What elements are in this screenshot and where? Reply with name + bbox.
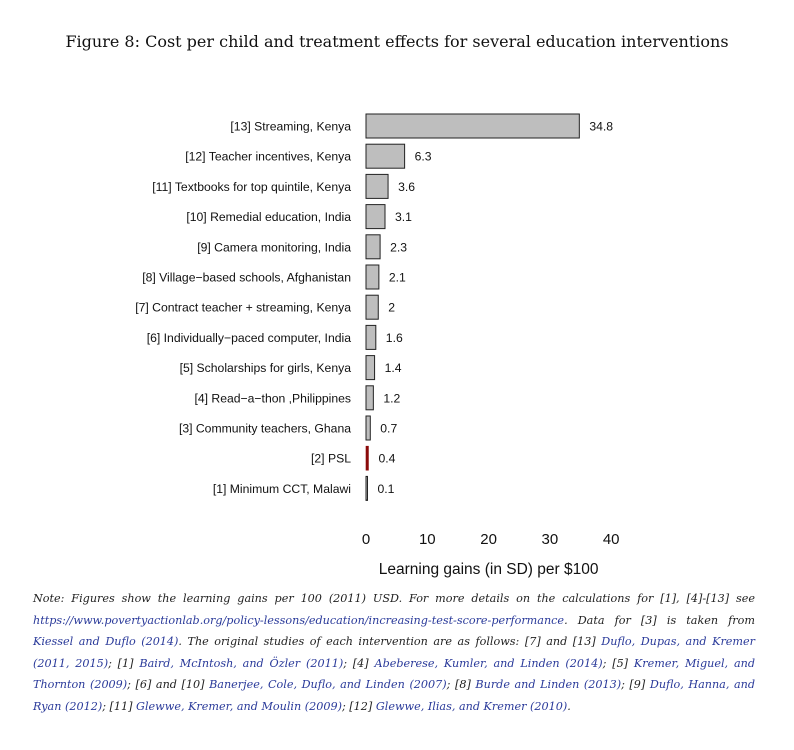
note-text: ; [5] xyxy=(602,656,634,670)
bar-value-label: 1.4 xyxy=(384,361,402,376)
citation-link[interactable]: Abeberese, Kumler, and Linden (2014) xyxy=(374,656,603,670)
bar xyxy=(366,144,405,168)
figure-title: Figure 8: Cost per child and treatment effects for several education interventions xyxy=(65,32,729,51)
bar-value-label: 2.1 xyxy=(388,270,406,285)
bar xyxy=(366,265,379,289)
category-label: [6] Individually−paced computer, India xyxy=(146,330,351,345)
note-text: . The original studies of each intervention are as follows: [7] and [13] xyxy=(178,635,602,649)
citation-link[interactable]: Glewwe, Kremer, and Moulin (2009) xyxy=(136,699,342,713)
category-label: [3] Community teachers, Ghana xyxy=(178,421,351,436)
category-label: [7] Contract teacher + streaming, Kenya xyxy=(135,300,351,315)
note-text: ; [4] xyxy=(343,656,375,670)
x-tick-label: 10 xyxy=(418,531,436,548)
note-text: Note: Figures show the learning gains per 100 (2011) USD. For more details on the calculations for [1], [4]-[13] see xyxy=(33,592,755,605)
category-label: [4] Read−a−thon ,Philippines xyxy=(194,391,351,406)
citation-link[interactable]: Glewwe, Ilias, and Kremer (2010) xyxy=(375,699,568,713)
note-text: ; [9] xyxy=(621,678,650,692)
category-label: [12] Teacher incentives, Kenya xyxy=(185,149,351,164)
bar xyxy=(366,446,368,470)
citation-link[interactable]: Banerjee, Cole, Duflo, and Linden (2007) xyxy=(209,678,447,692)
citation-link[interactable]: Baird, McIntosh, and Özler (2011) xyxy=(139,656,344,670)
bar xyxy=(366,325,376,349)
category-label: [9] Camera monitoring, India xyxy=(197,240,351,255)
bar-value-label: 2.3 xyxy=(390,240,408,255)
bar-value-label: 3.6 xyxy=(398,179,416,194)
category-label: [2] PSL xyxy=(311,451,351,466)
citation-link[interactable]: https://www.povertyactionlab.org/policy-lessons/education/increasing-test-score-performance xyxy=(33,613,565,627)
bar xyxy=(366,356,375,380)
bar-value-label: 34.8 xyxy=(589,119,614,134)
bar xyxy=(366,295,378,319)
note-text: ; [8] xyxy=(446,678,476,692)
note-text: ; [6] and [10] xyxy=(127,678,210,692)
bar xyxy=(366,386,373,410)
note-text: . Data for [3] is taken from xyxy=(564,613,755,627)
bar-value-label: 0.4 xyxy=(378,451,396,466)
bar-value-label: 1.6 xyxy=(385,330,403,345)
note-text: ; [12] xyxy=(341,699,376,713)
note-text: ; [1] xyxy=(108,656,140,670)
x-tick-label: 30 xyxy=(541,531,559,548)
bar-value-label: 1.2 xyxy=(383,391,401,406)
category-label: [1] Minimum CCT, Malawi xyxy=(212,481,351,496)
bar xyxy=(366,476,368,500)
bar xyxy=(366,205,385,229)
citation-link[interactable]: Kremer, Miguel, and Thornton (2009) xyxy=(33,656,755,692)
note-text: . xyxy=(567,699,571,713)
x-tick-label: 0 xyxy=(361,531,371,548)
bar xyxy=(366,235,380,259)
x-tick-label: 40 xyxy=(602,531,620,548)
bar-value-label: 6.3 xyxy=(414,149,432,164)
category-label: [8] Village−based schools, Afghanistan xyxy=(142,270,351,285)
note-text: ; [11] xyxy=(102,699,137,713)
citation-link[interactable]: Burde and Linden (2013) xyxy=(475,678,622,692)
bar xyxy=(366,114,579,138)
category-label: [13] Streaming, Kenya xyxy=(230,119,351,134)
citation-link[interactable]: Duflo, Hanna, and Ryan (2012) xyxy=(33,678,756,713)
bar xyxy=(366,174,388,198)
x-tick-label: 20 xyxy=(480,531,497,548)
figure-note xyxy=(33,588,755,718)
bar-value-label: 3.1 xyxy=(395,210,412,225)
citation-link[interactable]: Duflo, Dupas, and Kremer (2011, 2015) xyxy=(33,635,755,670)
bar-value-label: 0.1 xyxy=(377,481,395,496)
citation-link[interactable]: Kiessel and Duflo (2014) xyxy=(33,635,179,649)
x-axis-label: Learning gains (in SD) per $100 xyxy=(378,561,599,578)
bar xyxy=(366,416,370,440)
category-label: [10] Remedial education, India xyxy=(186,210,351,225)
bar-value-label: 0.7 xyxy=(380,421,398,436)
category-label: [11] Textbooks for top quintile, Kenya xyxy=(152,179,351,194)
bar-value-label: 2 xyxy=(388,300,396,315)
category-label: [5] Scholarships for girls, Kenya xyxy=(179,361,351,376)
